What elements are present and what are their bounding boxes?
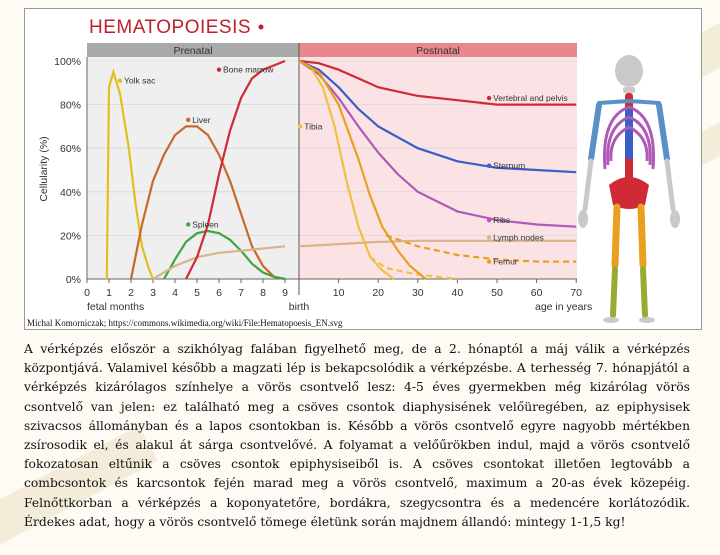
title-dot xyxy=(259,25,264,30)
x-axis-label-prenatal: fetal months xyxy=(87,301,145,313)
x-axis-label-birth: birth xyxy=(288,301,310,313)
x-tick-label: 70 xyxy=(570,287,583,299)
hand-left xyxy=(578,210,588,228)
body-paragraph: A vérképzés először a szikhólyag falában figyelhető meg, de a 2. hónaptól a máj válik a vérképzés központjává. Valamivel később a magzati lép is bekapcsolódik a vérképzésbe. A terhesség 7. hónapjától a vérképzés kizárólagos színhelye a vörös csontvelő lesz: 4-5 éves gyermekben még kizárólag vörös csontvelő van jelen: ez található meg a csöves csontok diaphysisének velőüregében, az epiphysisek szivacsos állományban és a lapos csontokban is. Később a vörös csontvelő egyre nagyobb mértékben zsírosodik el, és alakul át sárga csontvelővé. A folyamat a velőűrökben indul, majd a vörös csontvelő fokozatosan eltűnik a csöves csontok epiphysiseiből is. A csöves csontokat illetően legtovább a combcsontok és karcsontok fején marad meg a vörös csontvelő, maximum a 20-as évek közepéig. Felnőttkorban a vérképzés a koponyatetőre, bordákra, szegycsontra és a medencére korlátozódik. Érdekes adat, hogy a vörös csontvelő tömege életünk során majdnem állandó: mintegy 1-1,5 kg! xyxy=(24,342,690,529)
clavicle-left xyxy=(599,101,629,103)
foot-right xyxy=(639,317,655,323)
series-marker-spleen xyxy=(186,222,190,226)
tibia-left xyxy=(613,269,615,315)
chart-title: HEMATOPOIESIS xyxy=(89,17,252,38)
series-marker-liver xyxy=(186,118,190,122)
series-label-spleen: Spleen xyxy=(192,219,219,230)
hand-right xyxy=(670,210,680,228)
series-label-lymph-nodes: Lymph nodes xyxy=(493,232,544,243)
series-label-sternum: Sternum xyxy=(493,160,526,171)
series-marker-bone-marrow xyxy=(217,68,221,72)
foot-left xyxy=(603,317,619,323)
y-tick-label: 40% xyxy=(59,186,81,199)
femur-right xyxy=(641,207,643,265)
skull-bone xyxy=(615,55,643,87)
x-tick-label: 0 xyxy=(84,287,90,299)
series-marker-ribs xyxy=(487,218,491,222)
series-label-femur: Femur xyxy=(493,256,518,267)
y-tick-label: 60% xyxy=(59,143,81,156)
x-tick-label: 1 xyxy=(106,287,112,299)
chart-svg xyxy=(25,9,701,329)
series-label-liver: Liver xyxy=(192,114,211,125)
x-tick-label: 8 xyxy=(260,287,266,299)
x-tick-label: 40 xyxy=(451,287,464,299)
x-axis-label-postnatal: age in years xyxy=(535,301,593,313)
image-credit: Michal Komorniczak; https://commons.wikimedia.org/wiki/File:Hematopoesis_EN.svg xyxy=(27,318,343,328)
clavicle-right xyxy=(629,101,659,103)
series-label-tibia: Tibia xyxy=(304,121,323,132)
series-label-vertebral-and-pelvis: Vertebral and pelvis xyxy=(493,93,568,104)
series-marker-lymph-nodes xyxy=(487,235,491,239)
x-tick-label: 2 xyxy=(128,287,134,299)
x-tick-label: 60 xyxy=(530,287,543,299)
series-marker-yolk-sac xyxy=(118,78,122,82)
series-label-bone-marrow: Bone marrow xyxy=(223,64,274,75)
x-tick-label: 20 xyxy=(372,287,385,299)
humerus-right xyxy=(659,105,667,159)
series-marker-femur xyxy=(487,259,491,263)
femur-left xyxy=(615,207,617,265)
series-marker-vertebral-and-pelvis xyxy=(487,96,491,100)
x-tick-label: 30 xyxy=(411,287,424,299)
x-tick-label: 7 xyxy=(238,287,244,299)
sternum-bone xyxy=(625,109,633,159)
series-marker-sternum xyxy=(487,163,491,167)
y-axis-label: Cellularity (%) xyxy=(38,136,50,202)
postnatal-label: Postnatal xyxy=(416,45,460,57)
forearm-right xyxy=(667,161,673,209)
forearm-left xyxy=(585,161,591,209)
y-tick-label: 100% xyxy=(54,56,81,68)
x-tick-label: 6 xyxy=(216,287,222,299)
tibia-right xyxy=(643,269,645,315)
series-marker-tibia xyxy=(298,124,302,128)
y-tick-label: 20% xyxy=(59,230,81,243)
x-tick-label: 9 xyxy=(282,287,288,299)
hematopoiesis-figure xyxy=(24,8,702,330)
jaw-bone xyxy=(623,87,635,93)
prenatal-region xyxy=(87,43,299,279)
x-tick-label: 5 xyxy=(194,287,200,299)
x-tick-label: 4 xyxy=(172,287,178,299)
x-tick-label: 10 xyxy=(332,287,345,299)
prenatal-label: Prenatal xyxy=(173,45,213,57)
humerus-left xyxy=(591,105,599,159)
skeleton-illustration xyxy=(578,55,680,323)
y-tick-label: 80% xyxy=(59,99,81,112)
series-label-ribs: Ribs xyxy=(493,215,511,226)
series-label-yolk-sac: Yolk sac xyxy=(124,75,156,86)
x-tick-label: 50 xyxy=(491,287,503,299)
y-tick-label: 0% xyxy=(65,274,81,286)
x-tick-label: 3 xyxy=(150,287,156,299)
